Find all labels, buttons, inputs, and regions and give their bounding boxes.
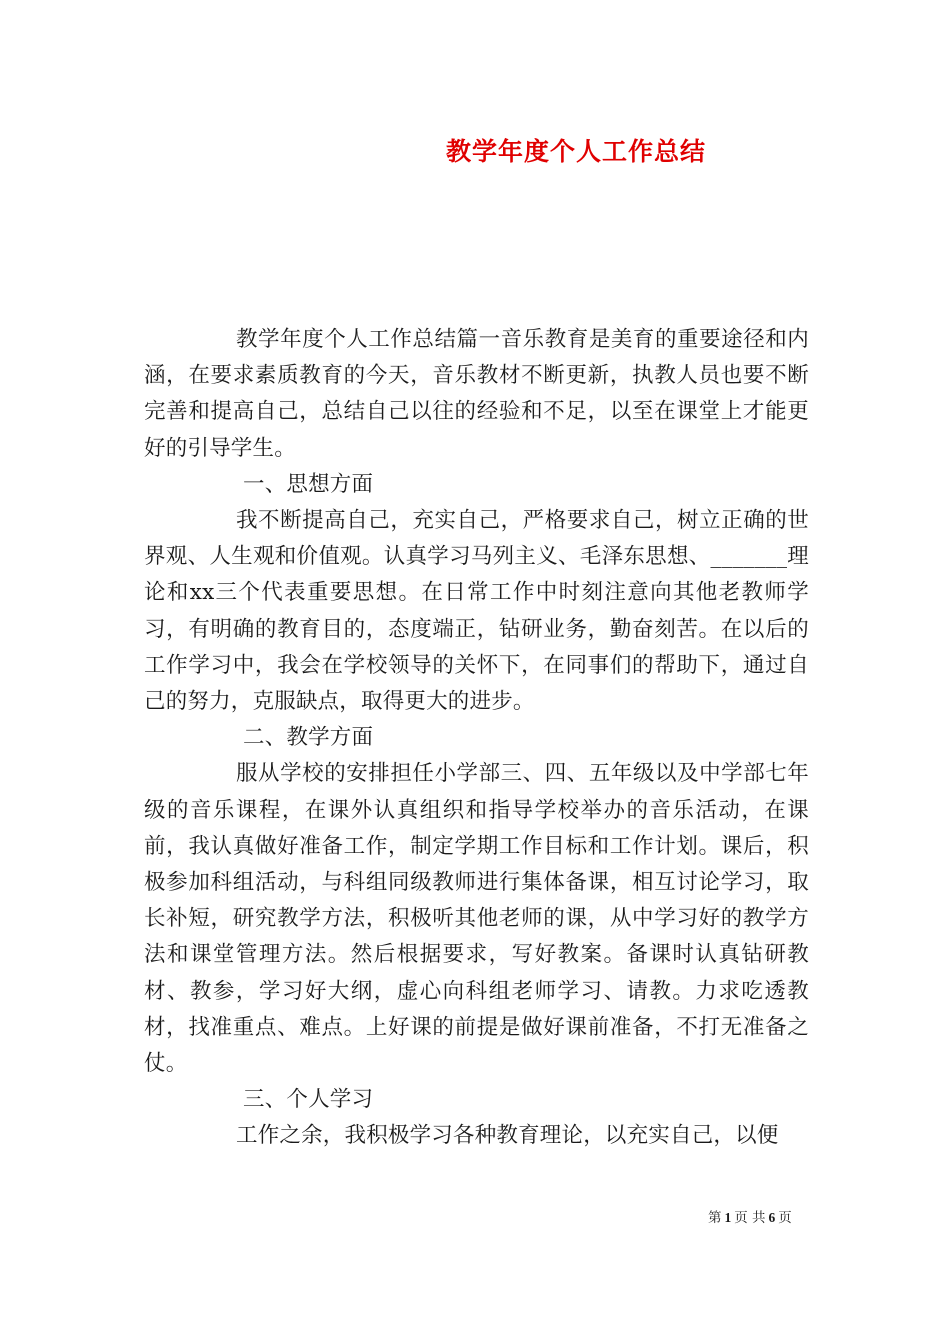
footer-prefix: 第 bbox=[708, 1210, 722, 1226]
current-page-number: 1 bbox=[724, 1210, 732, 1225]
document-title: 教学年度个人工作总结 bbox=[445, 137, 706, 166]
document-body bbox=[144, 322, 809, 1155]
footer-middle: 页 共 bbox=[734, 1210, 766, 1226]
section-heading-study: 三、个人学习 bbox=[243, 1087, 374, 1113]
thought-paragraph: 我不断提高自己，充实自己，严格要求自己，树立正确的世界观、人生观和价值观。认真学习马列主义、毛泽东思想、_______理论和xx三个代表重要思想。在日常工作中时刻注意向其他老教师学习，有明确的教育目的，态度端正，钻研业务，勤奋刻苦。在以后的工作学习中，我会在学校领导的关怀下，在同事们的帮助下，通过自己的努力，克服缺点，取得更大的进步。 bbox=[144, 508, 809, 715]
intro-paragraph: 教学年度个人工作总结篇一音乐教育是美育的重要途径和内涵，在要求素质教育的今天，音乐教材不断更新，执教人员也要不断完善和提高自己，总结自己以往的经验和不足，以至在课堂上才能更好的引导学生。 bbox=[144, 327, 809, 461]
page-footer bbox=[708, 1206, 792, 1226]
teaching-paragraph: 服从学校的安排担任小学部三、四、五年级以及中学部七年级的音乐课程，在课外认真组织和指导学校举办的音乐活动，在课前，我认真做好准备工作，制定学期工作目标和工作计划。课后，积极参加科组活动，与科组同级教师进行集体备课，相互讨论学习，取长补短，研究教学方法，积极听其他老师的课，从中学习好的教学方法和课堂管理方法。然后根据要求，写好教案。备课时认真钻研教材、教参，学习好大纲，虚心向科组老师学习、请教。力求吃透教材，找准重点、难点。上好课的前提是做好课前准备，不打无准备之仗。 bbox=[144, 761, 809, 1077]
study-paragraph: 工作之余，我积极学习各种教育理论，以充实自己，以便 bbox=[236, 1123, 779, 1149]
total-page-number: 6 bbox=[768, 1210, 776, 1225]
footer-suffix: 页 bbox=[778, 1210, 792, 1226]
section-heading-teaching: 二、教学方面 bbox=[243, 725, 374, 751]
section-heading-thought: 一、思想方面 bbox=[243, 471, 374, 497]
